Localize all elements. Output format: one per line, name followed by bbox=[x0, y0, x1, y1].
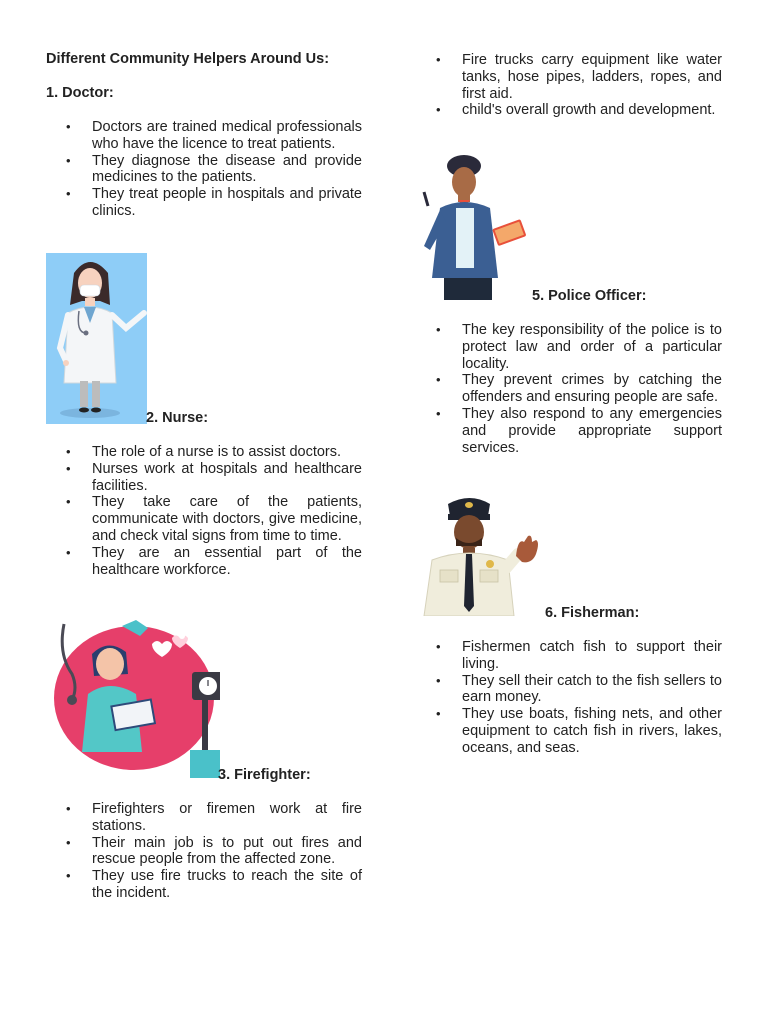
nurse-heading: 2. Nurse: bbox=[146, 410, 209, 426]
fisherman-heading: 6. Fisherman: bbox=[545, 605, 640, 621]
firefighter-heading: 3. Firefighter: bbox=[218, 767, 311, 783]
list-item: • Their main job is to put out fires and rescue people from the affected zone. bbox=[46, 835, 362, 869]
list-item: • They also respond to any emergencies and provide appropriate support services. bbox=[416, 406, 722, 456]
list-item: • They are an essential part of the healthcare workforce. bbox=[46, 545, 362, 579]
doctor-illustration bbox=[46, 253, 147, 424]
list-item: • The role of a nurse is to assist doctors. bbox=[46, 444, 362, 461]
list-item: • Firefighters or firemen work at fire stations. bbox=[46, 801, 362, 835]
list-item: • They take care of the patients, communicate with doctors, give medicine, and check vital signs from time to time. bbox=[46, 494, 362, 544]
list-item: • They diagnose the disease and provide medicines to the patients. bbox=[46, 153, 362, 187]
police-list bbox=[416, 322, 722, 456]
nurse-illustration bbox=[52, 614, 220, 782]
list-item: • They use boats, fishing nets, and other equipment to catch fish in rivers, lakes, oceans, and seas. bbox=[416, 706, 722, 756]
firefighter-list bbox=[46, 801, 362, 902]
list-item: • Fishermen catch fish to support their living. bbox=[416, 639, 722, 673]
teacher-illustration bbox=[418, 152, 530, 302]
continued-list bbox=[416, 52, 722, 119]
doctor-list bbox=[46, 119, 362, 220]
list-item: • Fire trucks carry equipment like water tanks, hose pipes, ladders, ropes, and first aid. bbox=[416, 52, 722, 102]
list-item: • Doctors are trained medical professionals who have the licence to treat patients. bbox=[46, 119, 362, 153]
list-item: • They sell their catch to the fish sellers to earn money. bbox=[416, 673, 722, 707]
list-item: • Nurses work at hospitals and healthcare facilities. bbox=[46, 461, 362, 495]
list-item: • They use fire trucks to reach the site of the incident. bbox=[46, 868, 362, 902]
police-illustration bbox=[418, 494, 546, 616]
list-item: • They prevent crimes by catching the offenders and ensuring people are safe. bbox=[416, 372, 722, 406]
doctor-heading: 1. Doctor: bbox=[46, 85, 114, 101]
list-item: • They treat people in hospitals and private clinics. bbox=[46, 186, 362, 220]
nurse-list bbox=[46, 444, 362, 578]
fisherman-list bbox=[416, 639, 722, 757]
page-title: Different Community Helpers Around Us: bbox=[46, 51, 330, 67]
list-item: • The key responsibility of the police is to protect law and order of a particular locality. bbox=[416, 322, 722, 372]
list-item: • child's overall growth and development. bbox=[416, 102, 722, 119]
police-heading: 5. Police Officer: bbox=[532, 288, 647, 304]
